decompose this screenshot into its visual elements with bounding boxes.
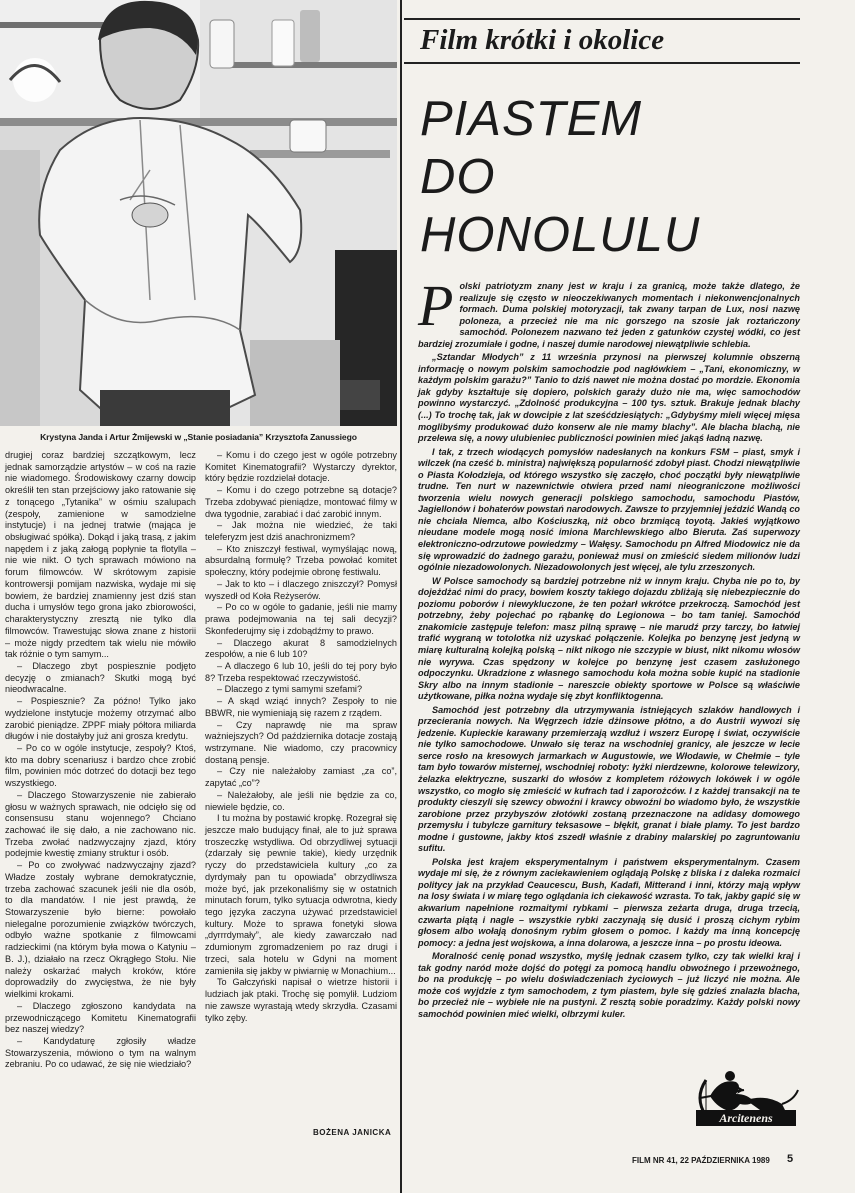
article-paragraph: „Sztandar Młodych” z 11 września przynosi na pierwszej kolumnie obszerną informację o nowym polskim samochodzie pod nagłówkiem – „Tani, ekonomiczny, w każdym polskim garażu?” Tanio to dziś nawet nie można dostać po mordzie. Ekonomia jak gdyby kształtuje się dopiero, polskich garaży dużo nie ma, więc samochodów powinno wystarczyć. „Zdolność produkcyjna – 100 tys. sztuk. Brakuje jednak blachy (...) To trochę tak, jak w dowcipie z lat sześćdziesiątych: „Gdybyśmy mieli więcej mięsa moglibyśmy produkować dużo konserw ale nie mamy blachy”. Ale blacha blachą, nie przelewa się, a nowy ulubieniec publiczności powinien mieć jakąś ładną nazwę.: [418, 352, 800, 444]
title-rule-top: [404, 18, 800, 20]
column-paragraph: – Czy naprawdę nie ma spraw ważniejszych? Od października dotacje zostają wstrzymane. Nie wiadomo, czy pracownicy dostaną pensje.: [205, 719, 397, 765]
column-paragraph: – Dlaczego Stowarzyszenie nie zabierało głosu w ważnych sprawach, nie odcięło się od consensusu stanu wojennego? Chciano zachować ile się dało, a nie zachowano nic. Trzeba zwołać nadzwyczajny zjazd, który podejmie kwestię zmiany struktur i osób.: [5, 789, 196, 859]
film-still-photo: [0, 0, 397, 426]
column-paragraph: – Dlaczego zgłoszono kandydata na przewodniczącego Komitetu Kinematografii bez naszej wiedzy?: [5, 1000, 196, 1035]
column-paragraph: – Dlaczego zbyt pospiesznie podjęto decyzję o zmianach? Skutki mogą być nieodwracalne.: [5, 660, 196, 695]
column-paragraph: – Po co zwoływać nadzwyczajny zjazd? Władze zostały wybrane demokratycznie, trzeba zachować szacunek jeśli nie dla osób, to dla mandatów. I nie jest prawdą, że Stowarzyszenie było bierne: powołało nielegalne porozumienie związków twórczych, odbyło ważne spotkanie z filmowcami radzieckimi (na którym była mowa o Katyniu – B. J.), działało na rzecz Okrągłego Stołu. Nie należy oskarżać małych kroków, które doprowadziły do zwycięstwa, że nie były wielkimi krokami.: [5, 860, 196, 1000]
column-paragraph: – Komu i do czego potrzebne są dotacje? Trzeba zdobywać pieniądze, montować filmy w dwa tygodnie, zarabiać i dać zarobić innym.: [205, 485, 397, 519]
column-paragraph: – Po co w ogóle to gadanie, jeśli nie mamy prawa podejmowania na tej sali decyzji? Skonfederujmy się i zdobądźmy to prawo.: [205, 602, 397, 636]
column-paragraph: – Kandydaturę zgłosiły władze Stowarzyszenia, mówiono o tym na walnym zebraniu. Po co udawać, że się nie wiedziało?: [5, 1035, 196, 1070]
left-text-column: [5, 450, 196, 1071]
column-paragraph: – Dlaczego z tymi samymi szefami?: [217, 684, 363, 695]
article-paragraph: Polski patriotyzm znany jest w kraju i za granicą, może także dlatego, że realizuje się często w nieoczekiwanych momentach i niekonwencjonalnych formach. Duma polskiej motoryzacji, tak zwany tarpan de Lux, nosi nazwę poloneza, a przecież nie ma nic gorszego na szosie jak roztańczony samochód. Polonezem nazwano też jeden z gatunków czystej wódki, co jest bardziej zrozumiałe i godne, i naszej dumie narodowej niewątpliwie schlebia.: [418, 273, 800, 349]
article-body: [418, 273, 800, 1022]
column-paragraph: drugiej coraz bardziej szczątkowym, lecz jednak samorządzie artystów – w coś na razie nie wiadomego. Środowiskowy czarny dowcip określił ten stan przejściowy jako ratowanie się z tonącego „Tytanika” w ośmiu szalupach (zespoły, zamienione w samodzielne instytucje) i na jednej tratwie (mająca je obsługiwać spółka). Dokąd i jaką trasą, z jakim napędem i z jaką załogą popłynie ta flotylla – nie wie nikt. O tych sprawach mówiono na forum filmowców. W skrótowym zapisie kontrowersji pomijam nazwiska, wydaje mi się bowiem, że bardziej znamienny jest dziś stan ducha i umysłów tego grona jako zbiorowości, charakterystyczny zresztą nie tylko dla filmowców. Trawestując słowa znane z historii – może nigdy przedtem tak wielu nie mówiło tak różnie o tym samym...: [5, 450, 196, 660]
headline-line-3: HONOLULU: [420, 208, 701, 262]
column-paragraph: – Komu i do czego jest w ogóle potrzebny Komitet Kinematografii? Wystarczy dyrektor, który będzie rozdzielał dotacje.: [205, 450, 397, 484]
column-paragraph: – A skąd wziąć innych? Zespoły to nie BBWR, nie wymieniają się razem z rządem.: [205, 696, 397, 718]
article-paragraph: Polska jest krajem eksperymentalnym i państwem eksperymentalnym. Czasem wydaje mi się, że z równym zaciekawieniem oglądają Polskę z bliska i z daleka rozmaici politycy jak na przykład Ceaucescu, Bush, Kadafi, Mitterand i inni, którzy mają wpływ na losy świata i w miarę tego oglądania ich ciekawość wzrasta. To tak, jakby gapić się w akwarium napełnione rozmaitymi rybkami – pierwsza zeżarta druga, druga trzecią, czwarta piątą i nagle – wszystkie rybki zaczynają się dusić i proszą cichym rybim głosem albo wołają donośnym rybim głosem o pomoc. I każdy ma inną koncepcję pomocy: a jedna jest wojskowa, a inna dolarowa, a jeszcze inna – po prostu ideowa.: [418, 856, 800, 948]
article-headline: [420, 90, 700, 264]
article-paragraph: W Polsce samochody są bardziej potrzebne niż w innym kraju. Chyba nie po to, by dojeżdżać nimi do pracy, bowiem koszty takiego dojazdu zbliżają się niebezpiecznie do poziomu poborów i niewykluczone, że ten pożarł wkrótce przekroczą. Samochód jest potrzebny, żeby pojechać po rąbankę do Legionowa – bo tam taniej. Samochód znakomicie zastępuje telefon: masz pilną sprawę – nie marudź przy tarczy, bo łatwiej trafić wygraną w totolotka niż uzyskać połączenie. Kolejka po benzynę jest jedyną w miarę kulturalną kolejką polską – nikt nikogo nie szczypie w biust, nikt nikomu włosów nie wyrywa. Czas spędzony w kolejce po benzynę jest czasem zasłużonego odpoczynku. Ukradzione z własnego samochodu koła można sobie kupić na stadionie Skry albo na innym stadionie – nareszcie obiekty sportowe w Polsce są właściwie użytkowane, piłka nożna wydaje się zbyt konfliktogenna.: [418, 575, 800, 702]
column-paragraph: – Czy nie należałoby zamiast „za co”, zapytać „co”?: [205, 766, 397, 789]
author-signature: BOŻENA JANICKA: [313, 1128, 392, 1137]
article-paragraph: Moralność cenię ponad wszystko, myślę jednak czasem tylko, czy tak wielki kraj i tak godny naród może dojść do potęgi za pomocą handlu obwoźnego i przewożnego, bo na produkcję – po wielu doświadczeniach życiowych – już liczyć nie można. Ale może coś wyjdzie z tym samochodem, z tym piastem, byle się gdzieś znalazła blacha, bo przecież nie – wybiełe nie na pustyni. Z resztą sobie poradzimy. Każdy polski nowy samochód powinien mieć wielki, olbrzymi kuler.: [418, 951, 800, 1019]
section-title: Film krótki i okolice: [420, 24, 665, 56]
photo-caption: Krystyna Janda i Artur Żmijewski w „Stanie posiadania” Krzysztofa Zanussiego: [40, 432, 357, 442]
logo-text: Arcitenens: [719, 1111, 773, 1125]
column-paragraph: To Gałczyński napisał o wietrze historii i ludziach jak ptaki. Trochę się pomylił. Ludziom nie zawsze wyrastają wtedy skrzydła. Czasami tylko zęby.: [205, 977, 397, 1023]
page-footer: FILM NR 41, 22 PAŹDZIERNIKA 1989: [632, 1156, 770, 1165]
page-number: 5: [787, 1153, 794, 1165]
column-paragraph: – Kto zniszczył festiwal, wymyślając nową, absurdalną formułę? Trzeba powołać komitet społeczny, który podejmie obronę festiwalu.: [205, 543, 397, 578]
drop-cap: P: [418, 273, 454, 338]
headline-line-2: DO: [420, 150, 496, 204]
column-paragraph: I tu można by postawić kropkę. Rozegrał się jeszcze mało budujący finał, ale to już sprawa troszeczkę wstydliwa. Od obrzydliwej sytuacji (zdarzały się pewnie takie), kiedy urzędnik ryczy do przedstawiciela kultury „co za dyrdymały pan tu opowiada” obrzydliwsza może być, jak przekonaliśmy się w ostatnich minutach forum, tylko sytuacja odwrotna, kiedy tego języka zaczyna używać przedstawiciel kultury. Może to sprawa fonetyki słowa „dyrrrdymały”, ale kiedy zawarczało nad zdumionym zgromadzeniem po raz drugi i trzeci, sala hotelu w Gdyni na moment zamieniła się jakby w piwiarnię w Monachium...: [205, 813, 397, 976]
title-rule-bottom: [404, 62, 800, 64]
article-paragraph: Samochód jest potrzebny dla utrzymywania istniejących szlaków handlowych i przecierania nowych. Na Węgrzech idzie dżinsowe płótno, a do Austrii wywozi się jedzenie. Kupieckie karawany przemierzają wzdłuż i wszerz Europę i świat, oczywiście nie tylko samochodowe. Unwało się teraz na wschodniej granicy, ale jeszcze w lecie serce rosło na kresowych jarmarkach w Augustowie, we Włodawie, w Chełmie – tyle tam było towarów misternej, wschodniej roboty: łyżki nierdzewne, kolorowe telewizory, żelazka elektryczne, suszarki do włosów z kompletem różowych lokówek i w ogóle wszystko, co mogło się zmieścić w kufrach tad i zaporożców. I z każdej transakcji na te produkty cieszyli się szewcy obwoźni i krawcy obwoźni bo wiadomo było, że wszystkie zarobione przez przybyszów złotówki zostaną przeznaczone na adidasy domowego przemysłu i tubylcze garnitury teksasowe – błękit, granat i białe plamy. To jest bardzo modne i gustowne, jakby ktoś zszedł właśnie z drabiny malarskiej po zagruntowaniu sufitu.: [418, 704, 800, 854]
right-text-column: [205, 450, 397, 1024]
column-paragraph: – Należałoby, ale jeśli nie będzie za co, niewiele będzie, co.: [205, 789, 397, 812]
column-paragraph: – A dlaczego 6 lub 10, jeśli do tej pory było 8? Trzeba respektować rzeczywistość.: [205, 660, 397, 683]
article-paragraph: I tak, z trzech wiodących pomysłów nadesłanych na konkurs FSM – piast, smyk i wilczek (na cześć b. ministra) największą popularność zdobył piast. Chodzi niewątpliwie o Piasta Kołodzieja, od którego wszystko się zaczęło, choć początki były niewątpliwie trudne. Ten nurt w nazewnictwie otwiera przed nami nieograniczone możliwości tworzenia wielu nowych generacji polskiego samochodu, samochodu Piastów, Jagiellonów i bohaterów powstań narodowych. Zawsze to przyjemniej jeździć Wandą co nie chciała Niemca, albo Kościuszką, niż obco brzmiącą toyotą. Jakieś wyjątkowo nieudane modele mogą nosić imiona Marchlewskiego albo Bieruta. Zaś superwozy elektroniczno-odrzutowe powiedzmy – Wałęsy. Samochodu pn Alfred Miodowicz nie da się wprowadzić do żadnego garażu, ponieważ musi on zmieścić siedem milionów ludzi ogólnie niezadowolonych. Niezadowolonych jest więcej, ale tylu zrzeszonych.: [418, 446, 800, 573]
column-paragraph: – Jak można nie wiedzieć, że taki teleferyzm jest dziś anachronizmem?: [205, 520, 397, 543]
arcitenens-logo-icon: [686, 1060, 800, 1130]
column-paragraph: – Pospiesznie? Za późno! Tylko jako wydzielone instytucje możemy otrzymać albo zarobić pieniądze. ZPPF miały półtora miliarda długów i nie dostałyby już ani grosza kredytu.: [5, 696, 196, 742]
headline-line-1: PIASTEM: [420, 92, 643, 146]
column-paragraph: – Dlaczego akurat 8 samodzielnych zespołów, a nie 6 lub 10?: [205, 637, 397, 660]
column-paragraph: – Jak to kto – i dlaczego zniszczył? Pomysł wyszedł od Koła Reżyserów.: [205, 578, 397, 601]
column-paragraph: – Po co w ogóle instytucje, zespoły? Ktoś, kto ma dobry scenariusz i bardzo chce zrobić film, powinien móc dotrzeć do dotacji bez tego wszystkiego.: [5, 742, 196, 789]
column-divider: [400, 0, 402, 1193]
